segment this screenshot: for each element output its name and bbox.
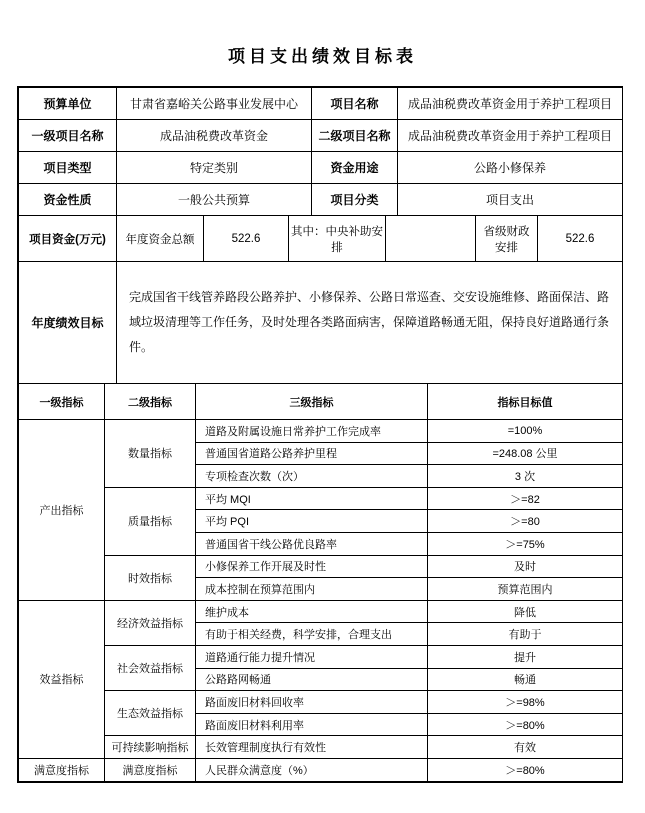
- target-value-cell: ＞=82: [428, 487, 623, 510]
- level2-cell-sustainability: 可持续影响指标: [105, 736, 196, 759]
- fund-use-value: 公路小修保养: [398, 152, 623, 184]
- target-value-cell: =100%: [428, 420, 623, 443]
- annual-target-label: 年度绩效目标: [19, 262, 117, 384]
- indicator-name-cell: 路面废旧材料利用率: [196, 713, 428, 736]
- project-type-value: 特定类别: [117, 152, 312, 184]
- indicator-name-cell: 平均 PQI: [196, 510, 428, 533]
- table-row: [19, 487, 623, 510]
- indicator-name-cell: 小修保养工作开展及时性: [196, 555, 428, 578]
- table-row: [19, 600, 623, 623]
- level1-cell-satisfaction: 满意度指标: [19, 758, 105, 781]
- level1-cell-output: 产出指标: [19, 420, 105, 601]
- indicator-name-cell: 普通国省道路公路养护里程: [196, 442, 428, 465]
- target-value-cell: 有效: [428, 736, 623, 759]
- target-value-cell: ＞=80%: [428, 713, 623, 736]
- target-value-cell: 有助于: [428, 623, 623, 646]
- header-level3: 三级指标: [196, 384, 428, 420]
- indicators-header-row: [19, 384, 623, 420]
- project-class-label: 项目分类: [312, 184, 398, 216]
- table-row: [19, 120, 623, 152]
- target-value-cell: ＞=98%: [428, 691, 623, 714]
- level1-project-label: 一级项目名称: [19, 120, 117, 152]
- project-name-value: 成品油税费改革资金用于养护工程项目: [398, 88, 623, 120]
- provincial-fund-value: 522.6: [538, 216, 623, 262]
- indicator-name-cell: 路面废旧材料回收率: [196, 691, 428, 714]
- indicator-name-cell: 平均 MQI: [196, 487, 428, 510]
- table-row: [19, 758, 623, 781]
- table-row: [19, 420, 623, 443]
- funding-table: [18, 215, 623, 262]
- header-level1: 一级指标: [19, 384, 105, 420]
- level2-project-label: 二级项目名称: [312, 120, 398, 152]
- indicator-name-cell: 道路及附属设施日常养护工作完成率: [196, 420, 428, 443]
- target-value-cell: 预算范围内: [428, 578, 623, 601]
- table-row: [19, 216, 623, 262]
- indicator-name-cell: 有助于相关经费，科学安排，合理支出: [196, 623, 428, 646]
- table-row: [19, 152, 623, 184]
- level1-project-value: 成品油税费改革资金: [117, 120, 312, 152]
- indicator-name-cell: 长效管理制度执行有效性: [196, 736, 428, 759]
- table-row: [19, 736, 623, 759]
- project-class-value: 项目支出: [398, 184, 623, 216]
- level2-cell-satisfaction: 满意度指标: [105, 758, 196, 781]
- fund-use-label: 资金用途: [312, 152, 398, 184]
- target-value-cell: 畅通: [428, 668, 623, 691]
- provincial-fund-label: 省级财政安排: [476, 216, 538, 262]
- target-value-cell: ＞=80: [428, 510, 623, 533]
- indicators-table: [18, 383, 623, 782]
- indicator-name-cell: 专项检查次数（次）: [196, 465, 428, 488]
- header-target: 指标目标值: [428, 384, 623, 420]
- indicator-name-cell: 普通国省干线公路优良路率: [196, 532, 428, 555]
- indicator-name-cell: 公路路网畅通: [196, 668, 428, 691]
- budget-unit-value: 甘肃省嘉峪关公路事业发展中心: [117, 88, 312, 120]
- project-fund-label: 项目资金(万元): [19, 216, 117, 262]
- fund-nature-label: 资金性质: [19, 184, 117, 216]
- indicator-name-cell: 人民群众满意度（%）: [196, 758, 428, 781]
- table-row: [19, 691, 623, 714]
- table-row: [19, 184, 623, 216]
- target-value-cell: 及时: [428, 555, 623, 578]
- level2-cell-economic: 经济效益指标: [105, 600, 196, 645]
- level2-cell-ecological: 生态效益指标: [105, 691, 196, 736]
- level2-project-value: 成品油税费改革资金用于养护工程项目: [398, 120, 623, 152]
- indicator-name-cell: 成本控制在预算范围内: [196, 578, 428, 601]
- level2-cell-quantity: 数量指标: [105, 420, 196, 488]
- central-subsidy-value: [386, 216, 476, 262]
- target-value-cell: 提升: [428, 645, 623, 668]
- table-row: [19, 88, 623, 120]
- target-value-cell: =248.08 公里: [428, 442, 623, 465]
- performance-target-table: [17, 86, 623, 783]
- header-level2: 二级指标: [105, 384, 196, 420]
- indicator-name-cell: 道路通行能力提升情况: [196, 645, 428, 668]
- annual-total-value: 522.6: [204, 216, 289, 262]
- target-value-cell: 3 次: [428, 465, 623, 488]
- page-title: 项目支出绩效目标表: [228, 47, 417, 66]
- annual-target-table: [18, 261, 623, 384]
- level1-cell-benefit: 效益指标: [19, 600, 105, 758]
- info-table: [18, 87, 623, 216]
- budget-unit-label: 预算单位: [19, 88, 117, 120]
- project-name-label: 项目名称: [312, 88, 398, 120]
- table-row: [19, 262, 623, 384]
- annual-total-label: 年度资金总额: [117, 216, 204, 262]
- level2-cell-timeliness: 时效指标: [105, 555, 196, 600]
- target-value-cell: ＞=80%: [428, 758, 623, 781]
- target-value-cell: ＞=75%: [428, 532, 623, 555]
- table-row: [19, 645, 623, 668]
- project-type-label: 项目类型: [19, 152, 117, 184]
- level2-cell-social: 社会效益指标: [105, 645, 196, 690]
- level2-cell-quality: 质量指标: [105, 487, 196, 555]
- indicator-name-cell: 维护成本: [196, 600, 428, 623]
- central-subsidy-label: 其中：中央补助安排: [289, 216, 386, 262]
- annual-target-content: 完成国省干线管养路段公路养护、小修保养、公路日常巡查、交安设施维修、路面保洁、路域垃圾清理等工作任务，及时处理各类路面病害，保障道路畅通无阻，保持良好道路通行条件。: [117, 262, 623, 384]
- fund-nature-value: 一般公共预算: [117, 184, 312, 216]
- table-row: [19, 555, 623, 578]
- target-value-cell: 降低: [428, 600, 623, 623]
